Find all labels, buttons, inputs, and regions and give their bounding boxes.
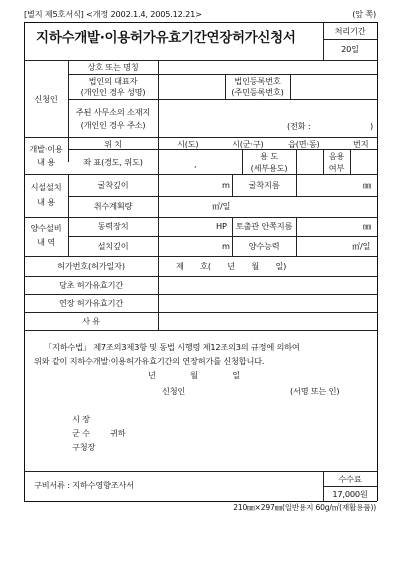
trade-name-field[interactable] (160, 62, 374, 73)
section-facility: 시설설치 (30, 182, 62, 192)
intake-label: 취수계획량 (93, 201, 133, 211)
fee-label: 수수료 (338, 474, 362, 484)
recipient-mayor: 시 장 (72, 414, 90, 424)
extension-period-label: 연장 허가유효기간 (58, 298, 124, 308)
power-unit: HP (216, 221, 227, 231)
address-label: 주된 사무소의 소재지 (75, 107, 151, 117)
reason-label: 사 유 (82, 316, 100, 326)
required-documents: 구비서류 : 지하수영향조사서 (34, 480, 134, 490)
fee-value: 17,000원 (332, 489, 368, 499)
drill-diameter-label: 굴착지름 (248, 180, 280, 190)
page-side-label: (앞 쪽) (352, 9, 376, 19)
reason-field[interactable] (160, 314, 374, 328)
section-applicant: 신청인 (34, 94, 58, 104)
location-label: 위 치 (104, 139, 122, 149)
signature-label: (서명 또는 인) (290, 386, 340, 396)
representative-sublabel: (개인인 경우 성명) (80, 87, 146, 97)
paper-spec: 210㎜×297㎜(일반용지 60g/㎡(재활용품)) (233, 503, 376, 512)
usage-field[interactable] (298, 151, 321, 172)
address-field[interactable] (160, 101, 374, 135)
drinking-sublabel: 여부 (328, 163, 345, 173)
address-sublabel: (개인인 경우 주소) (80, 120, 146, 130)
original-period-field[interactable] (160, 278, 374, 292)
coords-label: 좌 표(경도, 위도) (83, 157, 143, 167)
form-title: 지하수개발·이용허가유효기간연장허가신청서 (36, 30, 296, 46)
intake-unit: ㎥/일 (212, 201, 231, 211)
location-gu: 시(군·구) (232, 139, 264, 149)
representative-label: 법인의 대표자 (88, 76, 138, 86)
drill-depth-label: 굴착깊이 (97, 180, 129, 190)
regno-label: 법인등록번호 (234, 76, 281, 86)
power-label: 동력장치 (97, 221, 129, 231)
recipient-district: 구청장 (72, 442, 96, 452)
permit-number-label: 허가번호(허가일자) (57, 261, 125, 271)
regno-sublabel: (주민등록번호) (231, 87, 284, 97)
section-pump-sub: 내 역 (37, 237, 55, 247)
capacity-label: 양수능력 (248, 241, 280, 251)
extension-period-field[interactable] (160, 296, 374, 310)
section-facility-sub: 내 용 (37, 197, 55, 207)
location-eup: 읍(면·동) (288, 139, 320, 149)
trade-name-label: 상호 또는 명칭 (87, 62, 139, 72)
pipe-label: 토출관 안쪽지름 (235, 221, 293, 231)
install-depth-unit: m (222, 241, 230, 251)
statement-line2: 위와 같이 지하수개발·이용허가유효기간의 연장허가를 신청합니다. (34, 356, 265, 366)
coords-separator: , (194, 159, 197, 169)
phone-label: (전화 : (287, 121, 311, 131)
recipient-suffix: 귀하 (110, 428, 126, 438)
usage-sublabel: (세부용도) (250, 163, 288, 173)
permit-number-value: 제 호( 년 월 일) (176, 261, 287, 271)
processing-label: 처리기간 (334, 26, 366, 36)
recipient-county: 군 수 (72, 428, 90, 438)
processing-value: 20일 (341, 44, 359, 54)
original-period-label: 당초 허가유효기간 (58, 280, 124, 290)
form-number: [별지 제5호서식] <개정 2002.1.4, 2005.12.21> (24, 9, 202, 19)
drinking-label: 음용 (328, 151, 345, 161)
phone-close: ) (370, 121, 373, 131)
location-si: 시(도) (177, 139, 199, 149)
applicant-sign-label: 신청인 (162, 386, 186, 396)
coords-field[interactable] (160, 151, 240, 172)
capacity-unit: ㎥/일 (352, 241, 371, 251)
statement-line1: 「지하수법」 제7조의3제3항 및 동법 시행령 제12조의3의 규정에 의하여 (44, 342, 300, 352)
drill-diameter-unit: ㎜ (363, 180, 371, 190)
usage-label: 용 도 (260, 151, 278, 161)
drill-depth-unit: m (222, 180, 230, 190)
install-depth-label: 설치깊이 (97, 241, 129, 251)
section-pump: 양수설비 (30, 223, 62, 233)
drinking-field[interactable] (352, 151, 375, 172)
section-dev-usage: 개발·이용 (29, 144, 63, 154)
statement-date: 년 월 일 (148, 370, 240, 380)
pipe-unit: ㎜ (363, 221, 371, 231)
section-dev-usage-sub: 내 용 (37, 157, 55, 167)
location-beonji: 번지 (353, 139, 369, 149)
representative-field[interactable] (160, 76, 223, 97)
regno-field[interactable] (292, 76, 375, 97)
